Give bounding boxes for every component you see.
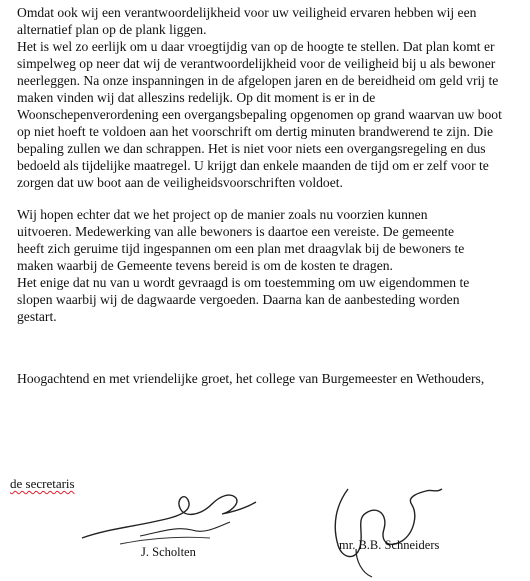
text-line: bedoeld als tijdelijke maatregel. U krijgt dan enkele maanden de tijd om er zelf voor te bbox=[17, 158, 489, 173]
text-line: Het enige dat nu van u wordt gevraagd is om toestemming om uw eigendommen te bbox=[17, 275, 470, 290]
text-line: neerleggen. Na onze inspanningen in de afgelopen jaren en de bereidheid om geld vrij te bbox=[17, 73, 499, 88]
text-line: bepaling zullen we dan schrappen. Het is niet voor niets een overgangsregeling en dus bbox=[17, 141, 486, 156]
text-line: uitvoeren. Medewerking van alle bewoners is daartoe een vereiste. De gemeente bbox=[17, 224, 455, 239]
closing-line: Hoogachtend en met vriendelijke groet, het college van Burgemeester en Wethouders, bbox=[17, 371, 485, 386]
text-line: Wij hopen echter dat we het project op de manier zoals nu voorzien kunnen bbox=[17, 207, 428, 222]
text-line: gestart. bbox=[17, 309, 57, 324]
text-line: alternatief plan op de plank liggen. bbox=[17, 22, 207, 37]
text-line: Woonschepenverordening een overgangsbepaling opgenomen op grand waarvan uw boot bbox=[17, 107, 502, 122]
text-line: maken waarbij de Gemeente tevens bereid is om de kosten te dragen. bbox=[17, 258, 393, 273]
text-line: slopen waarbij wij de dagwaarde vergoeden. Daarna kan de aanbesteding worden bbox=[17, 292, 460, 307]
text-line: simpelweg op neer dat wij de verantwoordelijkheid voor de veiligheid bij u als bewoner bbox=[17, 56, 496, 71]
text-line: maken vinden wij dat alleszins redelijk. Op dit moment is er in de bbox=[17, 90, 376, 105]
text-line: zorgen dat uw boot aan de veiligheidsvoorschriften voldoet. bbox=[17, 175, 343, 190]
secretary-label-wrap bbox=[10, 475, 75, 492]
text-line: heeft zich geruime tijd ingespannen om een plan met draagvlak bij de bewoners te bbox=[17, 241, 465, 256]
signature-schneiders-image bbox=[326, 485, 446, 580]
text-line: Het is wel zo eerlijk om u daar vroegtijdig van op de hoogte te stellen. Dat plan komt er bbox=[17, 39, 495, 54]
signature-name-scholten: J. Scholten bbox=[141, 545, 196, 559]
text-line: Omdat ook wij een verantwoordelijkheid voor uw veiligheid ervaren hebben wij een bbox=[17, 5, 477, 20]
text-line: op niet hoeft te voldoen aan het voorschrift om dertig minuten brandwerend te zijn. Die bbox=[17, 124, 494, 139]
secretary-label: de secretaris bbox=[10, 476, 75, 491]
signature-name-schneiders: mr. B.B. Schneiders bbox=[339, 538, 440, 552]
